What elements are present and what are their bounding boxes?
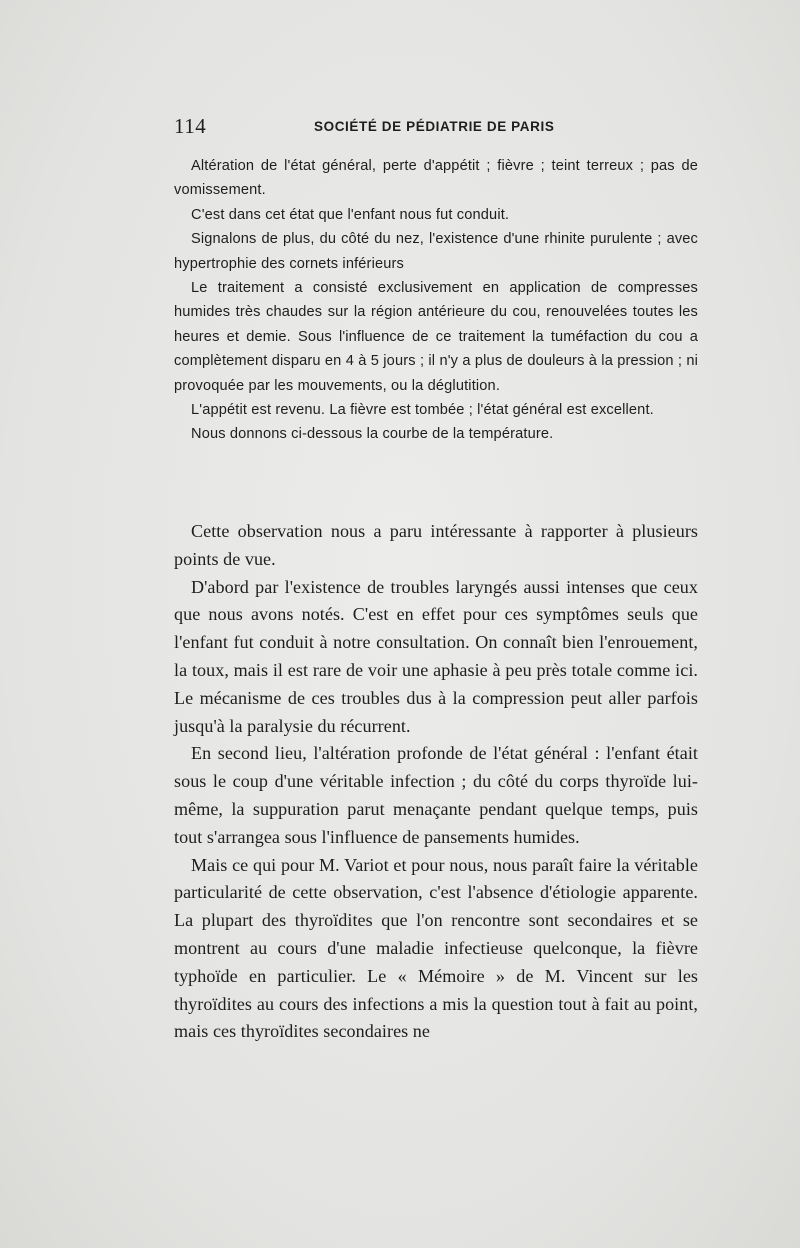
paragraph: Mais ce qui pour M. Variot et pour nous, nous paraît faire la véritable particularité de cette observation, c'est l'absence d'étiologie apparente. La plupart des thyroïdites que l'on rencontre sont secondaires et se montrent au cours d'une maladie infectieuse quelconque, la fièvre typhoïde en particulier. Le « Mémoire » de M. Vincent sur les thyroïdites au cours des infections a mis la question tout à fait au point, mais ces thyroïdites secondaires ne — [174, 854, 698, 1042]
page-number: 114 — [174, 114, 207, 138]
case-report-section — [174, 154, 698, 447]
paragraph: Le traitement a consisté exclusivement en application de compresses humides très chaudes sur la région antérieure du cou, renouvelées toutes les heures et demie. Sous l'influence de ce traitement la tuméfaction du cou a complètement disparu en 4 à 5 jours ; il n'y a plus de douleurs à la pression ; ni provoquée par les mouvements, ou la déglutition. — [174, 280, 698, 394]
paragraph: Signalons de plus, du côté du nez, l'existence d'une rhinite purulente ; avec hypertrophie des cornets inférieurs — [174, 231, 698, 272]
paragraph: En second lieu, l'altération profonde de l'état général : l'enfant était sous le coup d'une véritable infection ; du côté du corps thyroïde lui-même, la suppuration parut menaçante pendant quelque temps, puis tout s'arrangea sous l'influence de pansements humides. — [174, 743, 698, 847]
paragraph: D'abord par l'existence de troubles laryngés aussi intenses que ceux que nous avons notés. C'est en effet pour ces symptômes seuls que l'enfant fut conduit à notre consultation. On connaît bien l'enrouement, la toux, mais il est rare de voir une aphasie à peu près totale comme ici. Le mécanisme de ces troubles dus à la compression peut aller parfois jusqu'à la paralysie du récurrent. — [174, 576, 698, 736]
running-head: SOCIÉTÉ DE PÉDIATRIE DE PARIS — [314, 119, 555, 134]
paragraph: L'appétit est revenu. La fièvre est tombée ; l'état général est excellent. — [191, 402, 654, 419]
page-header — [174, 114, 698, 144]
paragraph: Altération de l'état général, perte d'appétit ; fièvre ; teint terreux ; pas de vomissement. — [174, 158, 698, 199]
paragraph: Cette observation nous a paru intéressante à rapporter à plusieurs points de vue. — [174, 521, 698, 569]
paragraph: Nous donnons ci-dessous la courbe de la température. — [191, 426, 554, 443]
paragraph: C'est dans cet état que l'enfant nous fut conduit. — [191, 206, 510, 223]
discussion-section — [174, 518, 698, 1046]
